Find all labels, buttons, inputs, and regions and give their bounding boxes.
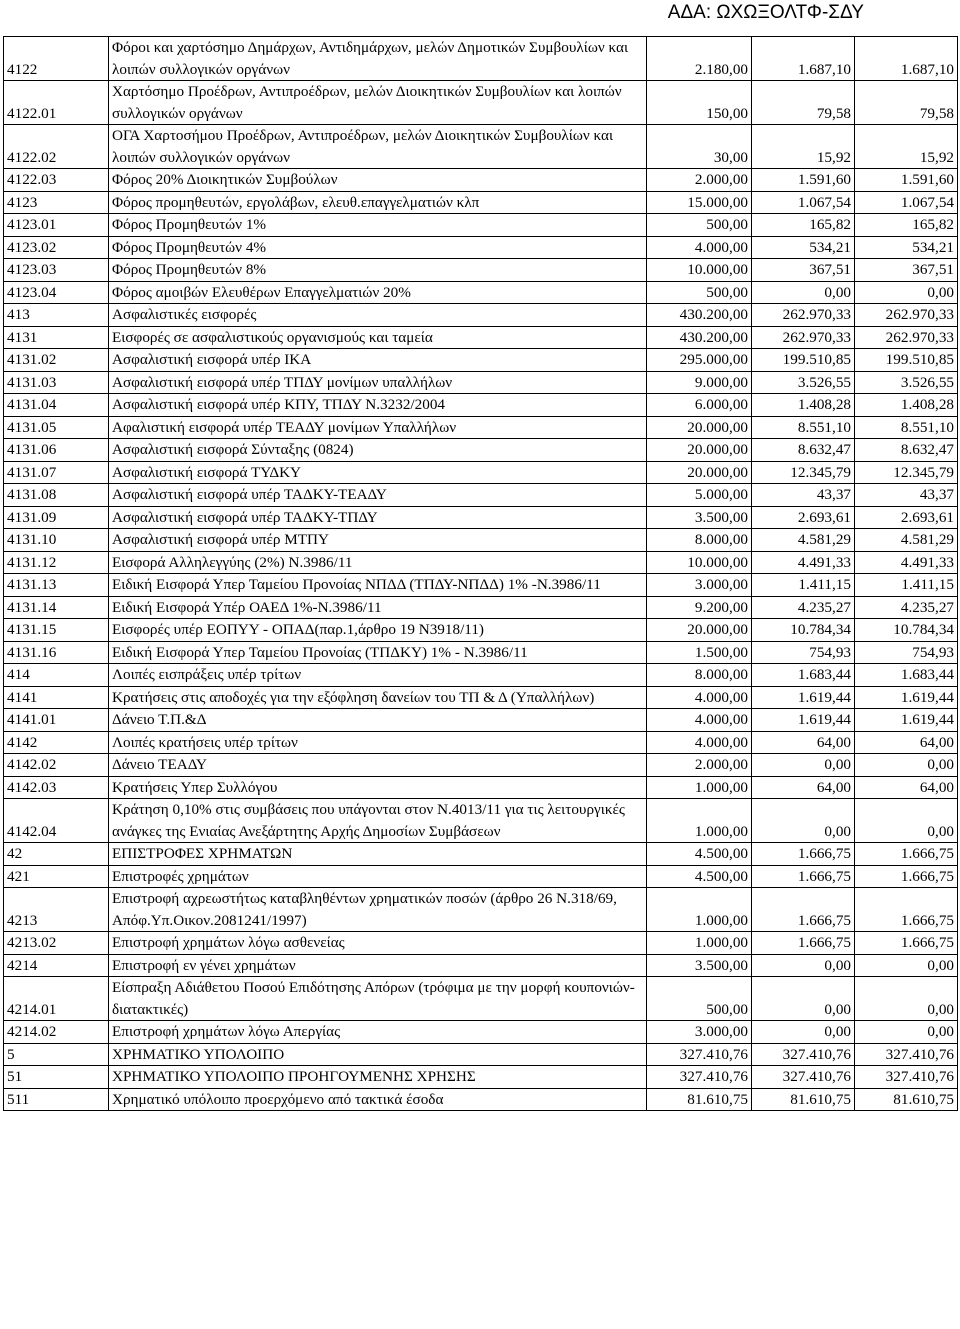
table-row [4,259,958,282]
row-collected-value: 1.666,75 [855,843,958,866]
table-row [4,977,958,1021]
row-assessed-value: 4.491,33 [752,551,855,574]
row-code: 4122.02 [4,125,109,169]
row-collected-value: 262.970,33 [855,304,958,327]
table-row [4,596,958,619]
row-code: 4122.03 [4,169,109,192]
row-collected-value: 1.666,75 [855,932,958,955]
table-row [4,349,958,372]
row-description: Εισφορές υπέρ ΕΟΠΥΥ - ΟΠΑΔ(παρ.1,άρθρο 19 Ν3918/11) [109,619,647,642]
row-budget-value: 4.000,00 [647,686,752,709]
row-description: Φόρος προμηθευτών, εργολάβων, ελευθ.επαγγελματιών κλπ [109,191,647,214]
row-collected-value: 327.410,76 [855,1043,958,1066]
table-row [4,529,958,552]
row-budget-value: 3.000,00 [647,574,752,597]
row-code: 4123.01 [4,214,109,237]
budget-table [3,36,958,1111]
row-assessed-value: 64,00 [752,731,855,754]
table-row [4,865,958,888]
row-code: 413 [4,304,109,327]
row-collected-value: 12.345,79 [855,461,958,484]
table-row [4,416,958,439]
row-code: 4131.05 [4,416,109,439]
row-description: ΕΠΙΣΤΡΟΦΕΣ ΧΡΗΜΑΤΩΝ [109,843,647,866]
row-description: Φόρος Προμηθευτών 8% [109,259,647,282]
row-code: 4131.08 [4,484,109,507]
row-budget-value: 10.000,00 [647,551,752,574]
row-description: Ασφαλιστική εισφορά υπέρ ΤΑΔΚΥ-ΤΠΔΥ [109,506,647,529]
row-collected-value: 15,92 [855,125,958,169]
row-budget-value: 3.500,00 [647,954,752,977]
row-code: 4142 [4,731,109,754]
row-assessed-value: 262.970,33 [752,304,855,327]
row-budget-value: 20.000,00 [647,416,752,439]
row-budget-value: 1.000,00 [647,799,752,843]
row-description: Ειδική Εισφορά Υπερ Ταμείου Προνοίας ΝΠΔΔ (ΤΠΔΥ-ΝΠΔΔ) 1% -Ν.3986/11 [109,574,647,597]
table-row [4,326,958,349]
row-budget-value: 4.000,00 [647,709,752,732]
row-budget-value: 4.500,00 [647,843,752,866]
row-code: 51 [4,1066,109,1089]
row-code: 42 [4,843,109,866]
row-budget-value: 2.000,00 [647,169,752,192]
row-assessed-value: 1.687,10 [752,37,855,81]
row-assessed-value: 4.581,29 [752,529,855,552]
row-description: Εισφορά Αλληλεγγύης (2%) Ν.3986/11 [109,551,647,574]
row-code: 4131.15 [4,619,109,642]
row-description: Λοιπές εισπράξεις υπέρ τρίτων [109,664,647,687]
row-code: 4123 [4,191,109,214]
row-code: 4131.10 [4,529,109,552]
table-row [4,954,958,977]
row-code: 5 [4,1043,109,1066]
row-code: 4131.07 [4,461,109,484]
row-assessed-value: 327.410,76 [752,1066,855,1089]
row-budget-value: 6.000,00 [647,394,752,417]
row-budget-value: 4.000,00 [647,236,752,259]
row-budget-value: 430.200,00 [647,304,752,327]
row-budget-value: 81.610,75 [647,1088,752,1111]
row-collected-value: 754,93 [855,641,958,664]
row-assessed-value: 2.693,61 [752,506,855,529]
row-description: Επιστροφή αχρεωστήτως καταβληθέντων χρηματικών ποσών (άρθρο 26 Ν.318/69, Απόφ.Υπ.Οικον.2081241/1997) [109,888,647,932]
row-collected-value: 79,58 [855,81,958,125]
table-row [4,1088,958,1111]
row-assessed-value: 199.510,85 [752,349,855,372]
row-assessed-value: 64,00 [752,776,855,799]
row-collected-value: 262.970,33 [855,326,958,349]
row-code: 421 [4,865,109,888]
table-row [4,641,958,664]
table-row [4,799,958,843]
row-code: 4142.03 [4,776,109,799]
row-assessed-value: 165,82 [752,214,855,237]
row-assessed-value: 1.666,75 [752,932,855,955]
row-code: 4214.01 [4,977,109,1021]
row-description: Είσπραξη Αδιάθετου Ποσού Επιδότησης Απόρων (τρόφιμα με την μορφή κουπονιών-διατακτικές) [109,977,647,1021]
table-row [4,461,958,484]
row-description: Φόρος αμοιβών Ελευθέρων Επαγγελματιών 20% [109,281,647,304]
row-assessed-value: 1.411,15 [752,574,855,597]
row-collected-value: 0,00 [855,977,958,1021]
row-code: 511 [4,1088,109,1111]
table-row [4,214,958,237]
row-description: Δάνειο ΤΕΑΔΥ [109,754,647,777]
row-code: 4122 [4,37,109,81]
row-assessed-value: 0,00 [752,1021,855,1044]
row-code: 4123.02 [4,236,109,259]
table-row [4,125,958,169]
row-collected-value: 534,21 [855,236,958,259]
row-description: Κρατήσεις Υπερ Συλλόγου [109,776,647,799]
row-assessed-value: 0,00 [752,954,855,977]
table-row [4,439,958,462]
row-collected-value: 1.619,44 [855,686,958,709]
table-row [4,1066,958,1089]
row-description: Φόρος Προμηθευτών 1% [109,214,647,237]
row-description: Κράτηση 0,10% στις συμβάσεις που υπάγονται στον Ν.4013/11 για τις λειτουργικές ανάγκες της Ενιαίας Ανεξάρτητης Αρχής Δημοσίων Συμβάσεων [109,799,647,843]
row-description: Φόρος 20% Διοικητικών Συμβούλων [109,169,647,192]
row-assessed-value: 3.526,55 [752,371,855,394]
row-assessed-value: 1.666,75 [752,843,855,866]
row-collected-value: 1.666,75 [855,865,958,888]
row-budget-value: 327.410,76 [647,1066,752,1089]
row-budget-value: 8.000,00 [647,664,752,687]
row-collected-value: 0,00 [855,1021,958,1044]
row-description: Εισφορές σε ασφαλιστικούς οργανισμούς και ταμεία [109,326,647,349]
row-assessed-value: 262.970,33 [752,326,855,349]
row-collected-value: 64,00 [855,776,958,799]
row-description: Λοιπές κρατήσεις υπέρ τρίτων [109,731,647,754]
row-collected-value: 1.067,54 [855,191,958,214]
table-row [4,506,958,529]
row-description: Επιστροφή χρημάτων λόγω ασθενείας [109,932,647,955]
table-row [4,394,958,417]
row-collected-value: 0,00 [855,954,958,977]
row-description: Αφαλιστική εισφορά υπέρ ΤΕΑΔΥ μονίμων Υπαλλήλων [109,416,647,439]
row-collected-value: 64,00 [855,731,958,754]
row-collected-value: 1.666,75 [855,888,958,932]
row-assessed-value: 15,92 [752,125,855,169]
row-description: Φόροι και χαρτόσημο Δημάρχων, Αντιδημάρχων, μελών Δημοτικών Συμβουλίων και λοιπών συλλογικών οργάνων [109,37,647,81]
row-assessed-value: 10.784,34 [752,619,855,642]
row-collected-value: 327.410,76 [855,1066,958,1089]
table-row [4,484,958,507]
row-budget-value: 20.000,00 [647,619,752,642]
row-budget-value: 9.000,00 [647,371,752,394]
row-description: ΧΡΗΜΑΤΙΚΟ ΥΠΟΛΟΙΠΟ [109,1043,647,1066]
row-assessed-value: 0,00 [752,281,855,304]
row-collected-value: 165,82 [855,214,958,237]
row-collected-value: 3.526,55 [855,371,958,394]
row-code: 4213.02 [4,932,109,955]
row-budget-value: 8.000,00 [647,529,752,552]
row-code: 4214 [4,954,109,977]
row-collected-value: 0,00 [855,799,958,843]
row-code: 414 [4,664,109,687]
row-budget-value: 1.000,00 [647,776,752,799]
row-assessed-value: 754,93 [752,641,855,664]
row-budget-value: 20.000,00 [647,461,752,484]
table-row [4,932,958,955]
row-collected-value: 43,37 [855,484,958,507]
row-budget-value: 150,00 [647,81,752,125]
row-code: 4123.03 [4,259,109,282]
row-budget-value: 430.200,00 [647,326,752,349]
row-budget-value: 327.410,76 [647,1043,752,1066]
row-assessed-value: 8.632,47 [752,439,855,462]
row-collected-value: 8.632,47 [855,439,958,462]
row-description: Ειδική Εισφορά Υπέρ ΟΑΕΔ 1%-Ν.3986/11 [109,596,647,619]
row-collected-value: 1.619,44 [855,709,958,732]
row-code: 4131 [4,326,109,349]
row-collected-value: 4.235,27 [855,596,958,619]
row-budget-value: 3.000,00 [647,1021,752,1044]
table-row [4,888,958,932]
row-description: Επιστροφές χρημάτων [109,865,647,888]
row-code: 4131.04 [4,394,109,417]
row-budget-value: 20.000,00 [647,439,752,462]
row-description: ΟΓΑ Χαρτοσήμου Προέδρων, Αντιπροέδρων, μελών Διοικητικών Συμβουλίων και λοιπών συλλογικών οργάνων [109,125,647,169]
table-row [4,281,958,304]
row-description: Ασφαλιστικές εισφορές [109,304,647,327]
row-code: 4131.02 [4,349,109,372]
table-row [4,664,958,687]
table-row [4,731,958,754]
table-row [4,619,958,642]
row-collected-value: 2.693,61 [855,506,958,529]
table-row [4,709,958,732]
row-assessed-value: 327.410,76 [752,1043,855,1066]
row-assessed-value: 1.666,75 [752,865,855,888]
row-assessed-value: 43,37 [752,484,855,507]
row-collected-value: 8.551,10 [855,416,958,439]
row-description: Ασφαλιστική εισφορά υπέρ ΜΤΠΥ [109,529,647,552]
row-assessed-value: 0,00 [752,799,855,843]
row-description: Κρατήσεις στις αποδοχές για την εξόφληση δανείων του ΤΠ & Δ (Υπαλλήλων) [109,686,647,709]
row-code: 4131.09 [4,506,109,529]
table-row [4,37,958,81]
row-collected-value: 0,00 [855,754,958,777]
row-collected-value: 367,51 [855,259,958,282]
row-collected-value: 81.610,75 [855,1088,958,1111]
row-description: Ασφαλιστική εισφορά υπέρ ΤΠΔΥ μονίμων υπαλλήλων [109,371,647,394]
row-code: 4123.04 [4,281,109,304]
row-assessed-value: 1.591,60 [752,169,855,192]
row-budget-value: 15.000,00 [647,191,752,214]
row-code: 4141.01 [4,709,109,732]
row-description: Ασφαλιστική εισφορά ΤΥΔΚΥ [109,461,647,484]
row-description: Ειδική Εισφορά Υπερ Ταμείου Προνοίας (ΤΠΔΚΥ) 1% - Ν.3986/11 [109,641,647,664]
row-assessed-value: 0,00 [752,754,855,777]
row-description: ΧΡΗΜΑΤΙΚΟ ΥΠΟΛΟΙΠΟ ΠΡΟΗΓΟΥΜΕΝΗΣ ΧΡΗΣΗΣ [109,1066,647,1089]
row-collected-value: 199.510,85 [855,349,958,372]
row-budget-value: 500,00 [647,281,752,304]
row-assessed-value: 1.067,54 [752,191,855,214]
row-description: Φόρος Προμηθευτών 4% [109,236,647,259]
row-budget-value: 1.000,00 [647,932,752,955]
table-row [4,574,958,597]
table-row [4,236,958,259]
row-budget-value: 4.500,00 [647,865,752,888]
row-code: 4131.13 [4,574,109,597]
row-budget-value: 1.500,00 [647,641,752,664]
row-description: Ασφαλιστική εισφορά υπέρ ΙΚΑ [109,349,647,372]
row-collected-value: 4.581,29 [855,529,958,552]
row-budget-value: 2.180,00 [647,37,752,81]
row-collected-value: 1.591,60 [855,169,958,192]
row-assessed-value: 1.619,44 [752,686,855,709]
table-row [4,551,958,574]
row-code: 4213 [4,888,109,932]
row-code: 4122.01 [4,81,109,125]
row-assessed-value: 8.551,10 [752,416,855,439]
row-description: Δάνειο Τ.Π.&Δ [109,709,647,732]
row-description: Ασφαλιστική εισφορά υπέρ ΤΑΔΚΥ-ΤΕΑΔΥ [109,484,647,507]
row-collected-value: 4.491,33 [855,551,958,574]
row-budget-value: 30,00 [647,125,752,169]
row-collected-value: 10.784,34 [855,619,958,642]
row-code: 4131.03 [4,371,109,394]
row-code: 4131.14 [4,596,109,619]
row-description: Επιστροφή εν γένει χρημάτων [109,954,647,977]
row-description: Επιστροφή χρημάτων λόγω Απεργίας [109,1021,647,1044]
row-code: 4131.16 [4,641,109,664]
row-assessed-value: 1.683,44 [752,664,855,687]
row-assessed-value: 1.619,44 [752,709,855,732]
row-description: Χαρτόσημο Προέδρων, Αντιπροέδρων, μελών Διοικητικών Συμβουλίων και λοιπών συλλογικών οργάνων [109,81,647,125]
row-budget-value: 10.000,00 [647,259,752,282]
table-row [4,81,958,125]
row-assessed-value: 1.408,28 [752,394,855,417]
row-assessed-value: 1.666,75 [752,888,855,932]
row-code: 4131.12 [4,551,109,574]
row-budget-value: 3.500,00 [647,506,752,529]
ada-code: ΑΔΑ: ΩΧΩΞΟΛΤΦ-ΣΔΥ [667,2,864,23]
row-budget-value: 5.000,00 [647,484,752,507]
row-budget-value: 500,00 [647,214,752,237]
row-code: 4142.04 [4,799,109,843]
table-row [4,686,958,709]
row-collected-value: 1.683,44 [855,664,958,687]
table-row [4,1021,958,1044]
row-assessed-value: 81.610,75 [752,1088,855,1111]
row-assessed-value: 0,00 [752,977,855,1021]
row-budget-value: 1.000,00 [647,888,752,932]
row-collected-value: 1.411,15 [855,574,958,597]
row-assessed-value: 4.235,27 [752,596,855,619]
row-assessed-value: 367,51 [752,259,855,282]
row-budget-value: 2.000,00 [647,754,752,777]
table-row [4,304,958,327]
row-code: 4214.02 [4,1021,109,1044]
table-row [4,776,958,799]
row-description: Ασφαλιστική εισφορά υπέρ ΚΠΥ, ΤΠΔΥ Ν.3232/2004 [109,394,647,417]
row-budget-value: 500,00 [647,977,752,1021]
row-budget-value: 4.000,00 [647,731,752,754]
row-budget-value: 295.000,00 [647,349,752,372]
row-collected-value: 1.408,28 [855,394,958,417]
row-assessed-value: 12.345,79 [752,461,855,484]
row-assessed-value: 534,21 [752,236,855,259]
row-code: 4131.06 [4,439,109,462]
table-row [4,1043,958,1066]
table-row [4,191,958,214]
row-code: 4141 [4,686,109,709]
table-row [4,754,958,777]
table-row [4,169,958,192]
row-assessed-value: 79,58 [752,81,855,125]
row-code: 4142.02 [4,754,109,777]
row-description: Ασφαλιστική εισφορά Σύνταξης (0824) [109,439,647,462]
row-budget-value: 9.200,00 [647,596,752,619]
row-collected-value: 1.687,10 [855,37,958,81]
row-description: Χρηματικό υπόλοιπο προερχόμενο από τακτικά έσοδα [109,1088,647,1111]
row-collected-value: 0,00 [855,281,958,304]
table-row [4,371,958,394]
table-row [4,843,958,866]
